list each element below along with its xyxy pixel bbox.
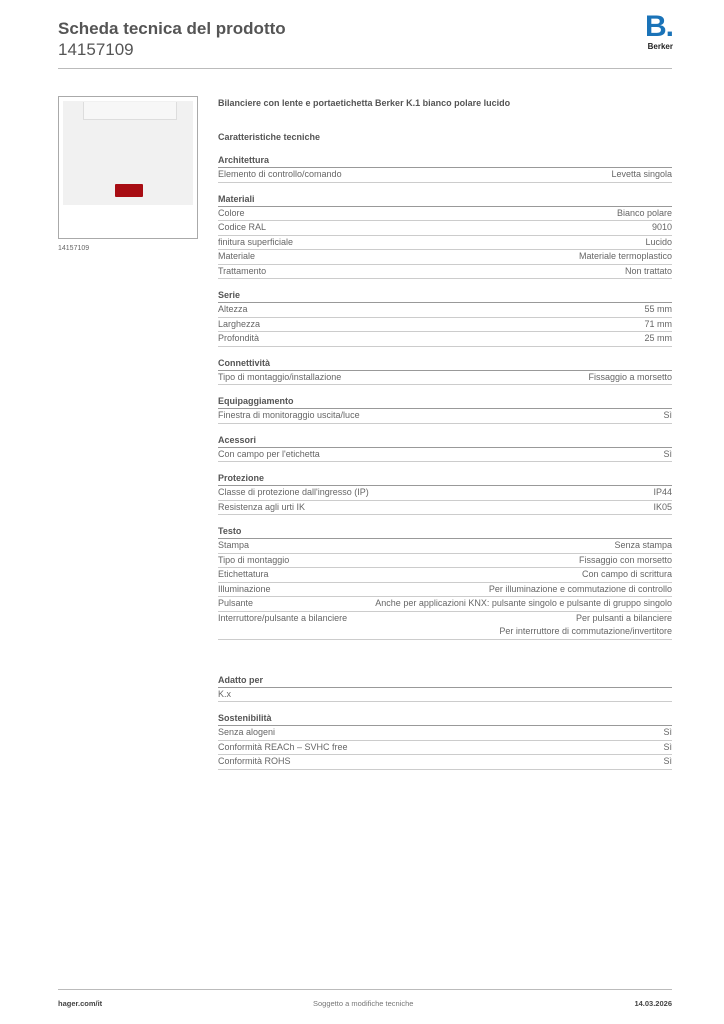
- spec-value: [489, 583, 672, 597]
- spec-value-line: Lucido: [645, 236, 672, 247]
- spec-label: Etichettatura: [218, 569, 269, 579]
- footer-divider: [58, 989, 672, 990]
- spec-row: [218, 539, 672, 554]
- spec-label: Codice RAL: [218, 222, 267, 232]
- product-code: 14157109: [58, 40, 134, 59]
- header-divider: [58, 68, 672, 69]
- spec-row: [218, 726, 672, 741]
- features-title: Caratteristiche tecniche: [218, 132, 321, 142]
- spec-value: [663, 741, 672, 755]
- spec-value: [663, 755, 672, 769]
- spec-value-line: Non trattato: [624, 265, 672, 276]
- spec-value-line: Materiale termoplastico: [578, 251, 672, 261]
- spec-value: [588, 371, 672, 385]
- product-name: Bilanciere con lente e portaetichetta Berker K.1 bianco polare lucido: [218, 98, 511, 108]
- spec-value-line: Sì: [663, 741, 672, 752]
- spec-section: [218, 357, 672, 386]
- spec-row: [218, 501, 672, 516]
- spec-value: [582, 568, 672, 582]
- product-image: [58, 96, 198, 239]
- spec-label: Elemento di controllo/comando: [218, 169, 342, 179]
- spec-label: Materiale: [218, 251, 256, 261]
- spec-label: Tipo di montaggio/installazione: [218, 371, 342, 382]
- spec-row: [218, 741, 672, 756]
- label-holder: [83, 102, 177, 120]
- spec-value: [579, 554, 672, 568]
- spec-value-line: Anche per applicazioni KNX: pulsante singolo e pulsante di gruppo singolo: [375, 598, 672, 608]
- section-title: Equipaggiamento: [218, 395, 672, 409]
- spec-value: [645, 236, 672, 250]
- spec-row: [218, 332, 672, 347]
- spec-value-line: 71 mm: [644, 318, 672, 329]
- spec-row: [218, 409, 672, 424]
- spec-value-line: Levetta singola: [611, 169, 672, 179]
- spec-label: Altezza: [218, 304, 248, 314]
- section-title: Serie: [218, 289, 672, 303]
- spec-value: [644, 318, 672, 332]
- red-lens: [115, 184, 143, 197]
- spec-value: [653, 501, 672, 515]
- spec-section: [218, 674, 672, 703]
- spec-value-line: Fissaggio con morsetto: [578, 554, 672, 565]
- section-title: Sostenibilità: [218, 712, 672, 726]
- rocker-plate: [63, 101, 193, 205]
- spec-row: [218, 207, 672, 222]
- spec-section: [218, 395, 672, 424]
- spec-value: [644, 303, 672, 317]
- spec-row: [218, 597, 672, 612]
- spec-value: [663, 726, 672, 740]
- spec-value: [653, 486, 672, 500]
- spec-section: [218, 712, 672, 770]
- spec-row: [218, 221, 672, 236]
- spec-value: [375, 597, 672, 611]
- logo-letter: B.: [645, 10, 673, 43]
- section-title: Materiali: [218, 193, 672, 207]
- spec-label: Resistenza agli urti IK: [218, 501, 306, 512]
- spec-sections: [218, 154, 672, 770]
- spec-value-line: IK05: [653, 501, 672, 512]
- footer-date: 14.03.2026: [634, 999, 672, 1008]
- spec-label: Profondità: [218, 333, 260, 343]
- spec-row: [218, 583, 672, 598]
- spec-label: Colore: [218, 207, 245, 218]
- spec-value: [644, 332, 672, 346]
- spec-value-line: Per pulsanti a bilanciere: [575, 612, 672, 623]
- spec-label: Conformità ROHS: [218, 756, 291, 766]
- spec-row: [218, 486, 672, 501]
- spec-value: [663, 448, 672, 462]
- spec-value-line: Con campo di scrittura: [581, 569, 672, 579]
- spec-row: [218, 688, 672, 703]
- spec-label: Tipo di montaggio: [218, 554, 290, 565]
- spec-section: [218, 434, 672, 463]
- section-title: Testo: [218, 525, 672, 539]
- spec-value-line: Sì: [663, 410, 672, 420]
- spec-value-line: IP44: [653, 487, 672, 497]
- spec-row: [218, 265, 672, 280]
- spec-label: Conformità REACh – SVHC free: [218, 741, 348, 752]
- spec-value-line: Senza stampa: [614, 540, 672, 550]
- spec-label: Finestra di monitoraggio uscita/luce: [218, 410, 360, 420]
- spec-value-line: Bianco polare: [616, 207, 672, 218]
- spec-row: [218, 371, 672, 386]
- spec-label: Larghezza: [218, 318, 261, 329]
- spec-row: [218, 755, 672, 770]
- spec-value-line: Per interruttore di commutazione/invertitore: [499, 626, 672, 636]
- spec-value: [499, 612, 672, 639]
- spec-section: [218, 154, 672, 183]
- spec-value-line: Sì: [663, 448, 672, 459]
- spec-value-line: 55 mm: [644, 304, 672, 314]
- spec-label: Con campo per l'etichetta: [218, 448, 320, 459]
- spec-section: [218, 472, 672, 515]
- spec-value: [614, 539, 672, 553]
- spec-row: [218, 168, 672, 183]
- spec-value-line: Sì: [663, 727, 672, 737]
- spec-label: finitura superficiale: [218, 236, 294, 247]
- section-title: Acessori: [218, 434, 672, 448]
- spec-label: Senza alogeni: [218, 727, 276, 737]
- spec-row: [218, 236, 672, 251]
- footer-note: Soggetto a modifiche tecniche: [313, 999, 414, 1008]
- spec-value: [663, 409, 672, 423]
- spec-label: Stampa: [218, 540, 250, 550]
- spec-row: [218, 448, 672, 463]
- spec-value: [652, 221, 672, 235]
- spec-row: [218, 318, 672, 333]
- spec-value: [625, 265, 672, 279]
- spec-value-line: Fissaggio a morsetto: [588, 371, 672, 382]
- spec-section: [218, 289, 672, 347]
- spec-row: [218, 303, 672, 318]
- section-title: Protezione: [218, 472, 672, 486]
- spec-label: K.x: [218, 688, 232, 699]
- spec-label: Illuminazione: [218, 583, 271, 594]
- section-title: Connettività: [218, 357, 672, 371]
- spec-label: Pulsante: [218, 598, 254, 608]
- berker-logo: [628, 12, 673, 52]
- section-title: Architettura: [218, 154, 672, 168]
- spec-row: [218, 568, 672, 583]
- spec-value: [611, 168, 672, 182]
- spec-row: [218, 554, 672, 569]
- image-caption: 14157109: [58, 245, 90, 252]
- spec-row: [218, 612, 672, 640]
- spec-content: [218, 96, 672, 770]
- spec-value-line: Sì: [663, 756, 672, 766]
- spec-value-line: 25 mm: [644, 333, 672, 343]
- spec-value: [617, 207, 672, 221]
- page-title: Scheda tecnica del prodotto: [58, 19, 286, 38]
- spec-section: [218, 525, 672, 640]
- spec-value-line: Per illuminazione e commutazione di controllo: [488, 583, 672, 594]
- spec-label: Classe di protezione dall'ingresso (IP): [218, 487, 369, 497]
- spec-value-line: 9010: [651, 222, 672, 232]
- spec-label: Trattamento: [218, 265, 267, 276]
- spec-value: [579, 250, 672, 264]
- spec-label: Interruttore/pulsante a bilanciere: [218, 612, 348, 623]
- logo-text: Berker: [647, 42, 673, 51]
- spec-section: [218, 193, 672, 280]
- footer-website[interactable]: hager.com/it: [58, 999, 103, 1008]
- spec-row: [218, 250, 672, 265]
- section-title: Adatto per: [218, 674, 672, 688]
